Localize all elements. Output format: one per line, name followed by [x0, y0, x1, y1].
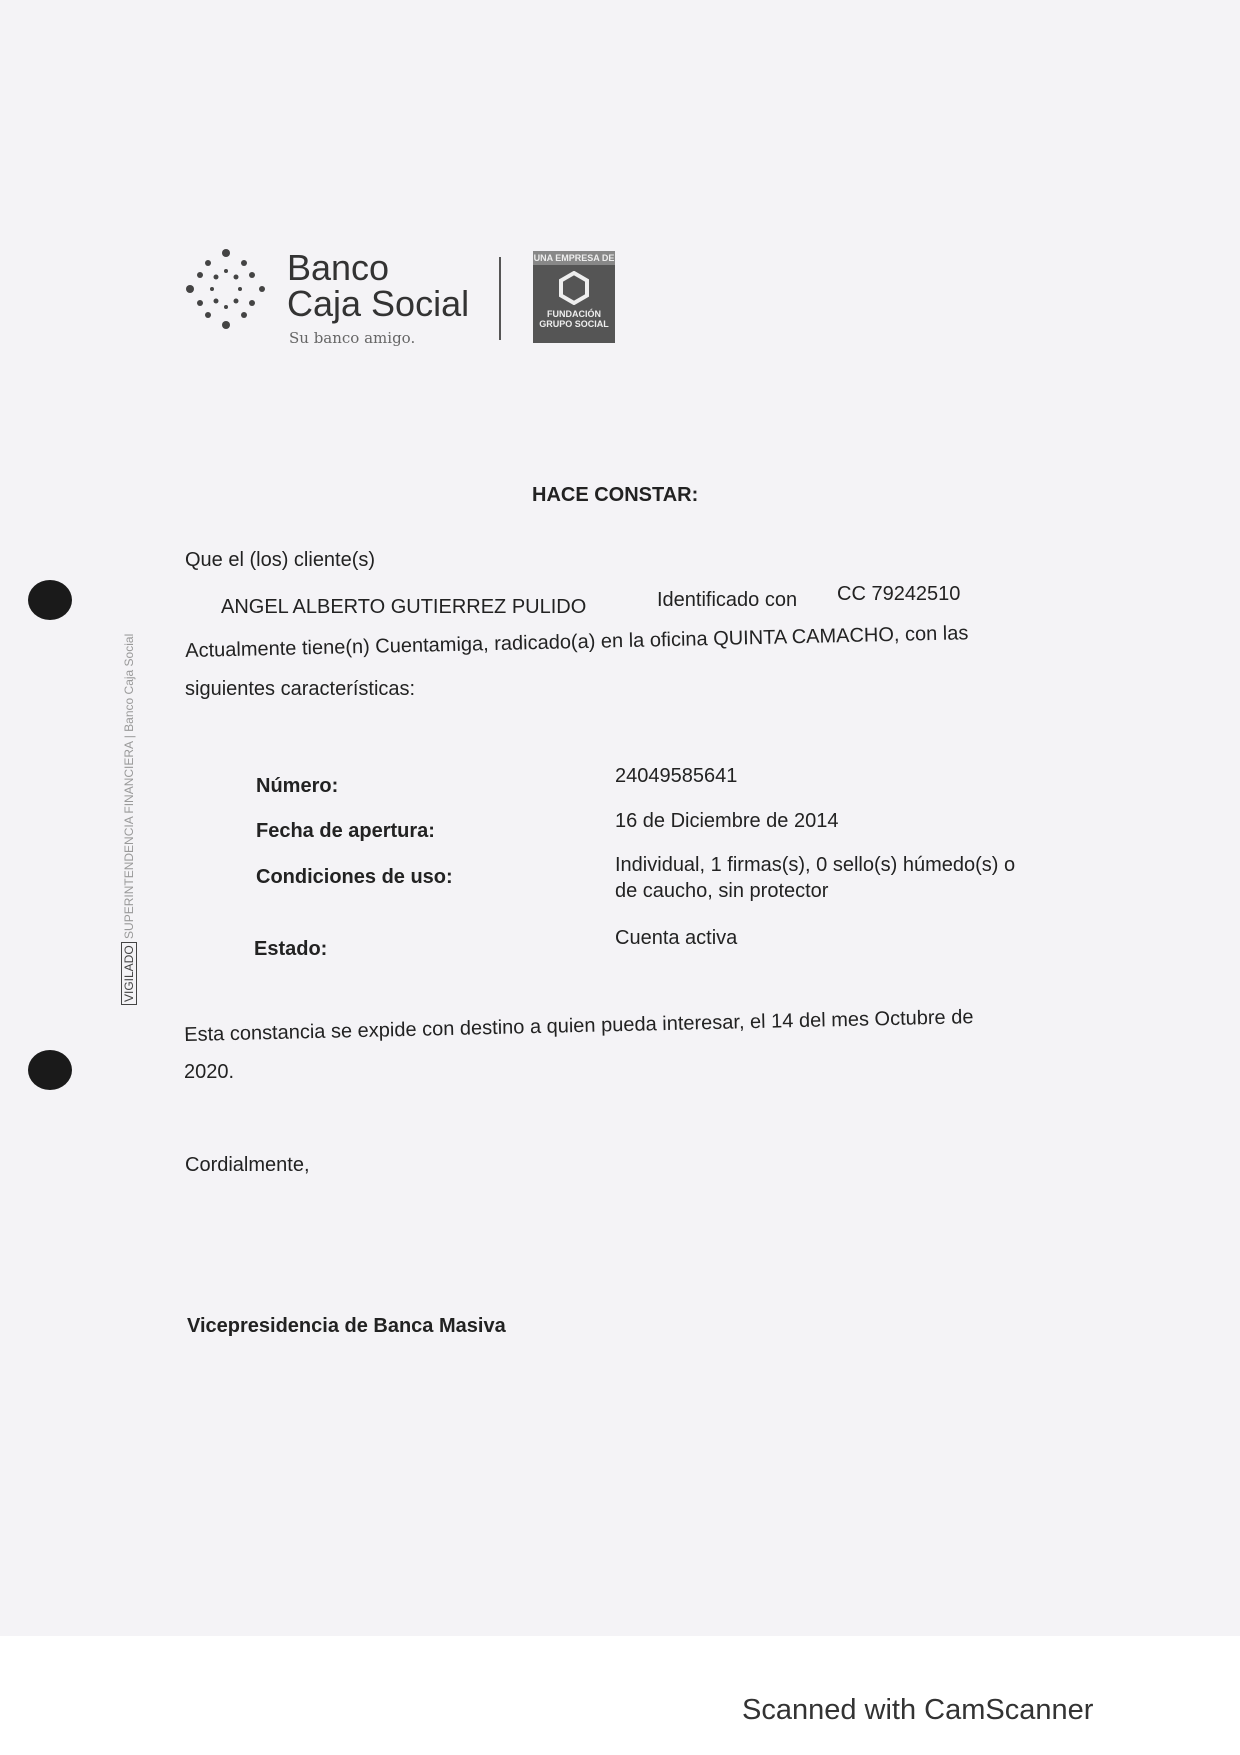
bank-logo-icon	[182, 245, 270, 333]
closing: Cordialmente,	[185, 1154, 310, 1176]
hexagon-icon	[557, 271, 591, 305]
field-value: Cuenta activa	[615, 927, 738, 949]
punch-hole	[28, 1050, 72, 1090]
field-value: 24049585641	[615, 765, 738, 787]
paragraph-line: 2020.	[184, 1061, 235, 1083]
logo-text: Caja Social	[287, 283, 470, 324]
field-label: Número:	[256, 775, 339, 797]
field-label: Condiciones de uso:	[256, 866, 453, 888]
id-label: Identificado con	[657, 589, 798, 611]
intro-text: Que el (los) cliente(s)	[185, 549, 376, 571]
field-value: Individual, 1 firmas(s), 0 sello(s) húmedo(s) o	[615, 854, 1016, 876]
camscanner-footer: Scanned with CamScanner	[742, 1694, 1094, 1726]
paragraph-line: Esta constancia se expide con destino a quien pueda interesar, el 14 del mes Octubre de	[184, 1006, 974, 1046]
fundacion-logo	[533, 251, 615, 343]
badge-top: UNA EMPRESA DE	[533, 253, 615, 263]
field-value: de caucho, sin protector	[615, 880, 829, 902]
field-value: 16 de Diciembre de 2014	[615, 810, 839, 832]
stamp-text: SUPERINTENDENCIA FINANCIERA | Banco Caja Social	[122, 633, 136, 939]
paragraph-line: siguientes características:	[185, 678, 416, 700]
client-name: ANGEL ALBERTO GUTIERREZ PULIDO	[221, 596, 587, 618]
vigilado-label: VIGILADO	[121, 942, 137, 1005]
logo-text: Banco	[287, 247, 390, 288]
field-label: Fecha de apertura:	[256, 820, 435, 842]
signature: Vicepresidencia de Banca Masiva	[187, 1315, 506, 1337]
id-value: CC 79242510	[837, 583, 961, 605]
side-stamp	[122, 634, 136, 1005]
logo-divider	[499, 257, 501, 340]
field-label: Estado:	[254, 938, 328, 960]
logo-slogan: Su banco amigo.	[289, 329, 416, 347]
badge-bottom: FUNDACIÓN GRUPO SOCIAL	[539, 309, 609, 329]
document-title: HACE CONSTAR:	[532, 484, 699, 506]
punch-hole	[28, 580, 72, 620]
paragraph-line: Actualmente tiene(n) Cuentamiga, radicado(a) en la oficina QUINTA CAMACHO, con las	[185, 622, 969, 662]
